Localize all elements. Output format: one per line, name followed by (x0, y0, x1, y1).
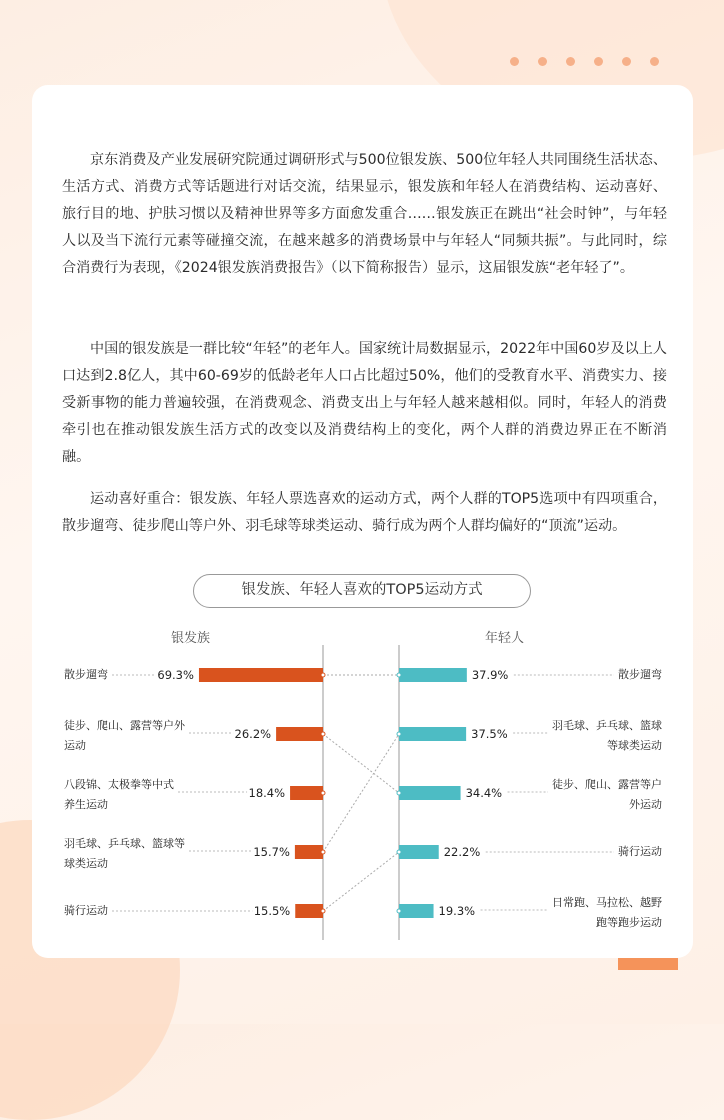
right-category-label (552, 716, 662, 756)
left-category-label (64, 834, 185, 874)
data-label-young: 19.3% (438, 904, 476, 918)
category-line: 羽毛球、乒乓球、篮球 (552, 719, 662, 732)
accent-bar (618, 958, 678, 970)
right-category-label (618, 665, 662, 685)
dot (510, 57, 519, 66)
paragraph-sports: 运动喜好重合：银发族、年轻人票选喜欢的运动方式，两个人群的TOP5选项中有四项重合，散步遛弯、徒步爬山等户外、羽毛球等球类运动、骑行成为两个人群均偏好的“顶流”运动。 (62, 491, 667, 534)
left-category-label (64, 716, 185, 756)
decorative-dots (510, 57, 659, 66)
category-line: 跑等跑步运动 (596, 916, 662, 929)
data-label-silver: 69.3% (157, 668, 194, 682)
dot (622, 57, 631, 66)
category-line: 外运动 (629, 798, 662, 811)
category-line: 骑行运动 (64, 904, 108, 917)
dot (538, 57, 547, 66)
category-line: 骑行运动 (618, 845, 662, 858)
chart-title: 银发族、年轻人喜欢的TOP5运动方式 (193, 574, 531, 608)
left-category-label (64, 665, 108, 685)
category-line: 散步遛弯 (618, 668, 662, 681)
paragraph-population: 中国的银发族是一群比较“年轻”的老年人。国家统计局数据显示，2022年中国60岁及以上人口达到2.8亿人，其中60-69岁的低龄老年人口占比超过50%，他们的受教育水平、消费实力、接受新事物的能力普遍较强，在消费观念、消费支出上与年轻人越来越相似。同时，年轻人的消费牵引也在推动银发族生活方式的改变以及消费结构上的变化，两个人群的消费边界正在不断消融。 (62, 341, 667, 465)
paragraph-intro: 京东消费及产业发展研究院通过调研形式与500位银发族、500位年轻人共同围绕生活状态、生活方式、消费方式等话题进行对话交流，结果显示，银发族和年轻人在消费结构、运动喜好、旅行目的地、护肤习惯以及精神世界等多方面愈发重合……银发族正在跳出“社会时钟”，与年轻人以及当下流行元素等碰撞交流，在越来越多的消费场景中与年轻人“同频共振”。与此同时，综合消费行为表现，《2024银发族消费报告》（以下简称报告）显示，这届银发族“老年轻了”。 (62, 152, 667, 276)
dot (650, 57, 659, 66)
left-category-label (64, 901, 108, 921)
series-label-young: 年轻人 (485, 631, 525, 646)
data-label-young: 37.9% (471, 668, 509, 682)
left-category-label (64, 775, 174, 815)
data-label-young: 22.2% (443, 845, 481, 859)
data-label-silver: 15.5% (253, 904, 291, 918)
data-label-silver: 18.4% (248, 786, 286, 800)
right-category-label (552, 775, 662, 815)
category-line: 八段锦、太极拳等中式 (64, 778, 174, 791)
category-line: 等球类运动 (607, 739, 662, 752)
right-category-label (552, 893, 662, 933)
category-line: 徒步、爬山、露营等户外 (64, 719, 185, 732)
category-line: 徒步、爬山、露营等户 (552, 778, 662, 791)
data-label-young: 34.4% (465, 786, 503, 800)
right-category-label (618, 842, 662, 862)
data-label-young: 37.5% (471, 727, 508, 741)
dot (594, 57, 603, 66)
series-label-silver: 银发族 (171, 631, 211, 646)
category-line: 日常跑、马拉松、越野 (552, 896, 662, 909)
category-line: 球类运动 (64, 857, 108, 870)
data-label-silver: 26.2% (234, 727, 272, 741)
dot (566, 57, 575, 66)
category-line: 散步遛弯 (64, 668, 108, 681)
category-line: 养生运动 (64, 798, 108, 811)
category-line: 羽毛球、乒乓球、篮球等 (64, 837, 185, 850)
category-line: 运动 (64, 739, 86, 752)
data-label-silver: 15.7% (253, 845, 290, 859)
